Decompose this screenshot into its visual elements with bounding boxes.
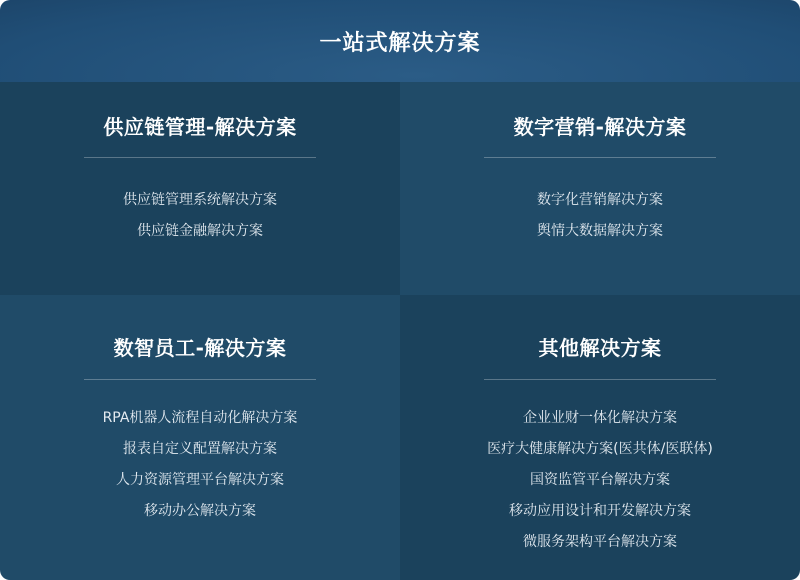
list-item bbox=[400, 215, 800, 246]
list-item bbox=[0, 464, 400, 495]
list-item bbox=[0, 402, 400, 433]
section-divider bbox=[484, 379, 716, 380]
section-digital-marketing-inner bbox=[400, 82, 800, 246]
panel-header bbox=[0, 0, 800, 82]
solution-link[interactable]: 企业业财一体化解决方案 bbox=[523, 410, 677, 426]
solution-list-supply-chain bbox=[0, 184, 400, 246]
section-title-digital-employee: 数智员工-解决方案 bbox=[113, 336, 287, 360]
solution-link[interactable]: 移动办公解决方案 bbox=[144, 503, 256, 519]
section-title-digital-marketing: 数字营销-解决方案 bbox=[513, 115, 687, 139]
section-divider bbox=[84, 379, 316, 380]
section-digital-employee-inner bbox=[0, 295, 400, 526]
section-digital-employee bbox=[0, 295, 400, 580]
section-divider bbox=[484, 157, 716, 158]
list-item bbox=[400, 526, 800, 557]
section-digital-marketing bbox=[400, 82, 800, 295]
list-item bbox=[400, 495, 800, 526]
section-title-other-solutions: 其他解决方案 bbox=[538, 336, 662, 360]
solution-link[interactable]: 供应链管理系统解决方案 bbox=[123, 192, 277, 208]
list-item bbox=[0, 184, 400, 215]
section-supply-chain-inner bbox=[0, 82, 400, 246]
section-title-supply-chain: 供应链管理-解决方案 bbox=[103, 115, 297, 139]
solution-link[interactable]: 微服务架构平台解决方案 bbox=[523, 534, 677, 550]
solution-link[interactable]: 移动应用设计和开发解决方案 bbox=[509, 503, 691, 519]
list-item bbox=[400, 433, 800, 464]
section-supply-chain bbox=[0, 82, 400, 295]
list-item bbox=[0, 215, 400, 246]
solutions-grid bbox=[0, 82, 800, 580]
solution-list-digital-employee bbox=[0, 402, 400, 526]
section-other-solutions bbox=[400, 295, 800, 580]
solution-link[interactable]: 供应链金融解决方案 bbox=[137, 223, 263, 239]
solution-link[interactable]: 报表自定义配置解决方案 bbox=[123, 441, 277, 457]
list-item bbox=[400, 184, 800, 215]
list-item bbox=[400, 464, 800, 495]
list-item bbox=[0, 433, 400, 464]
solution-list-digital-marketing bbox=[400, 184, 800, 246]
solution-list-other-solutions bbox=[400, 402, 800, 557]
solution-link[interactable]: 数字化营销解决方案 bbox=[537, 192, 663, 208]
solution-link[interactable]: RPA机器人流程自动化解决方案 bbox=[102, 410, 298, 426]
solution-link[interactable]: 国资监管平台解决方案 bbox=[530, 472, 670, 488]
panel-title: 一站式解决方案 bbox=[319, 30, 481, 56]
list-item bbox=[400, 402, 800, 433]
section-other-solutions-inner bbox=[400, 295, 800, 557]
solution-link[interactable]: 人力资源管理平台解决方案 bbox=[116, 472, 284, 488]
solution-link[interactable]: 医疗大健康解决方案(医共体/医联体) bbox=[487, 441, 713, 457]
list-item bbox=[0, 495, 400, 526]
section-divider bbox=[84, 157, 316, 158]
solution-link[interactable]: 舆情大数据解决方案 bbox=[537, 223, 663, 239]
